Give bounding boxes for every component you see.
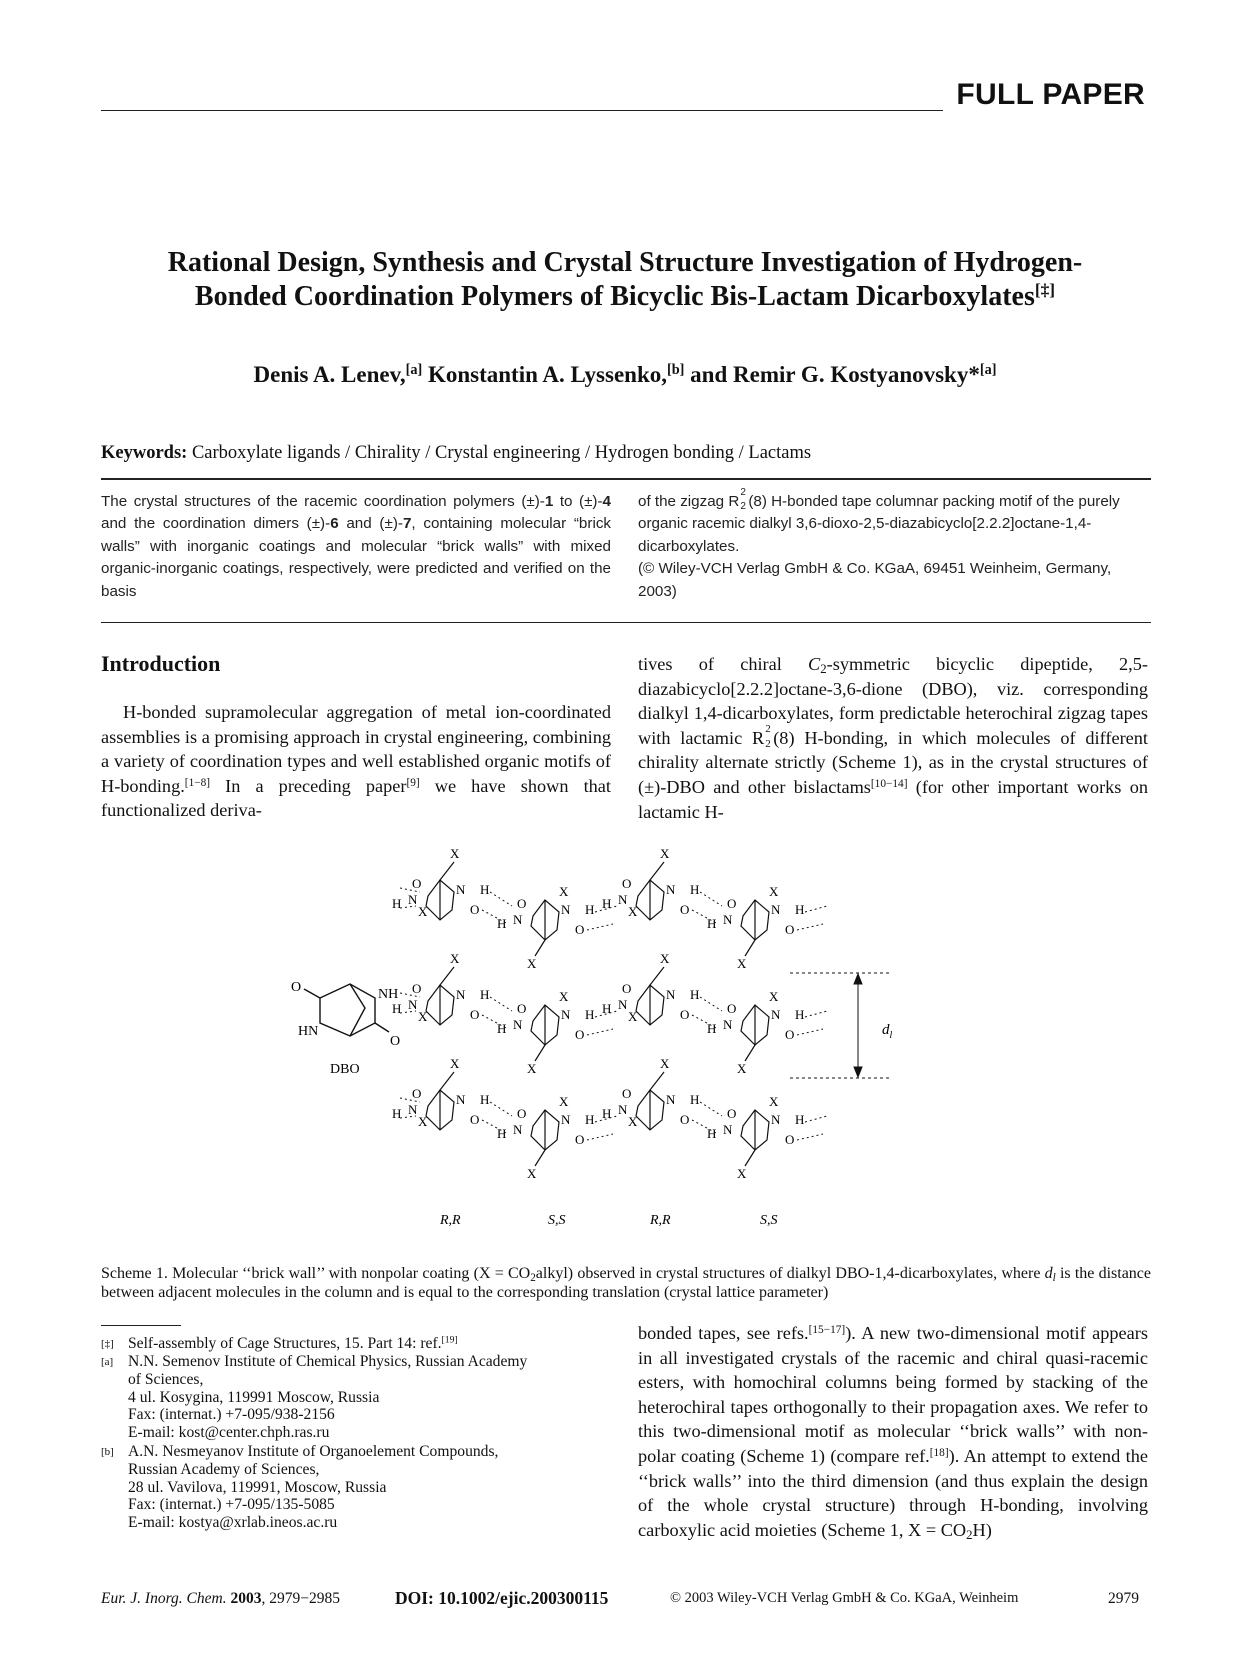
atom-h: H	[480, 1092, 490, 1107]
scheme-caption: Scheme 1. Molecular ‘‘brick wall’’ with nonpolar coating $(X = CO_2alkyl)$ observed in crystal structures of dialkyl DBO-1,4-dicarboxylates, where $d_l$ is the distance between adjacent molecules in the column and is equal to the corresponding translation (crystal lattice parameter)	[101, 1265, 1151, 1301]
dbo-unit-bond	[650, 967, 664, 985]
dbo-label: DBO	[330, 1062, 360, 1077]
atom-o: O	[517, 1001, 527, 1016]
author-list	[100, 362, 1150, 388]
atom-n: N	[666, 1092, 676, 1107]
atom-o: O	[575, 1027, 585, 1042]
atom-x: X	[769, 884, 779, 899]
atom-o: O	[470, 1112, 480, 1127]
atom-x: X	[418, 1114, 428, 1129]
h-bond	[490, 1102, 512, 1116]
h-bond	[797, 924, 823, 930]
atom-n: N	[561, 1007, 571, 1022]
atom-h: H	[392, 896, 402, 911]
motif-symbol: 2 2	[740, 487, 746, 512]
h-bond	[700, 997, 722, 1011]
footnote-rule	[101, 1325, 181, 1326]
author-affiliation: [a]	[979, 362, 997, 379]
atom-o: O	[785, 1132, 795, 1147]
dbo-unit-bond	[745, 1150, 755, 1166]
atom-n: N	[618, 892, 628, 907]
distance-marker	[790, 973, 890, 1078]
atom-n: N	[723, 912, 733, 927]
dbo-unit-bond	[535, 1150, 545, 1166]
author-name: Denis A. Lenev,	[253, 362, 406, 387]
keywords	[101, 443, 1151, 464]
atom-h: H	[707, 1021, 717, 1036]
atom-n: N	[561, 902, 571, 917]
atom-n: N	[618, 997, 628, 1012]
atom-h: H	[795, 1007, 805, 1022]
atom-h: H	[480, 882, 490, 897]
atom-x: X	[559, 1094, 569, 1109]
h-bond	[587, 924, 613, 930]
atom-h: H	[690, 1092, 700, 1107]
atom-n: N	[408, 1102, 418, 1117]
abstract-left-column: The crystal structures of the racemic coordination polymers (±)-1 to (±)-4 and the coordination dimers (±)-6 and (±)-7, containing molecular “brick walls” with inorganic coatings and molecular “brick walls” with mixed organic-inorganic coatings, respectively, were predicted and verified on the basis	[101, 493, 612, 600]
introduction-continued-paragraph: bonded tapes, see refs.[15−17]). A new two-dimensional motif appears in all investigated crystals of the racemic and chiral quasi-racemic esters, with homochiral columns being formed by stacking of the heterochiral tapes orthogonally to their propagation axes. We refer to this two-dimensional motif as molecular ‘‘brick walls’’ with non-polar coating (Scheme 1) (compare ref.[18]). An attempt to extend the ‘‘brick walls’’ into the third dimension (and thus explain the design of the whole crystal structure) through H-bonding, involving carboxylic acid moieties (Scheme 1, $X = CO_2H$)	[638, 1323, 1148, 1542]
atom-x: X	[737, 956, 747, 971]
citation: [9]	[406, 776, 420, 789]
atom-h: H	[392, 1106, 402, 1121]
author-affiliation: [a]	[405, 362, 423, 379]
atom-n: N	[408, 997, 418, 1012]
introduction-left-paragraph: H-bonded supramolecular aggregation of metal ion-coordinated assemblies is a promising approach in crystal engineering, combining a variety of coordination types and well established organic motifs of H-bonding.[1−8] In a preceding paper[9] we have shown that functionalized deriva-	[101, 702, 611, 821]
citation: [18]	[929, 1446, 949, 1459]
atom-n: N	[456, 882, 466, 897]
title-footnote-mark: [‡]	[1034, 280, 1056, 300]
abstract-right-column: of the zigzag R 2 2 (8) H-bonded tape columnar packing motif of the purely organic racemic dialkyl 3,6-dioxo-2,5-diazabicyclo[2.2.2]octane-1,4-dicarboxylates. (© Wiley-VCH Verlag GmbH & Co. KGaA, 69451 Weinheim, Germany, 2003)	[638, 487, 1120, 600]
atom-x: X	[628, 1114, 638, 1129]
page-number: 2979	[1108, 1590, 1139, 1607]
atom-o: O	[575, 922, 585, 937]
atom-h: H	[602, 1001, 612, 1016]
atom-n: N	[561, 1112, 571, 1127]
atom-n: N	[456, 1092, 466, 1107]
compound-ref: 7	[402, 515, 412, 533]
atom-h: H	[497, 916, 507, 931]
footer-doi: DOI: 10.1002/ejic.200300115	[395, 1588, 609, 1608]
abstract-text: , containing molecular “brick walls” with inorganic coatings and molecular “brick walls” with mixed organic-inorganic coatings, respectively, were predicted and verified on the basis	[101, 515, 612, 600]
atom-o: O	[517, 1106, 527, 1121]
author-conjunction: and	[690, 362, 728, 387]
atom-h: H	[795, 902, 805, 917]
motif-symbol: 2 2	[765, 722, 771, 750]
abstract-rule	[101, 622, 1151, 623]
atom-o: O	[727, 1106, 737, 1121]
atom-n: N	[771, 1007, 781, 1022]
title-line-1: Rational Design, Synthesis and Crystal Structure Investigation of Hydrogen-	[167, 247, 1083, 278]
keywords-label: Keywords:	[101, 443, 188, 463]
atom-x: X	[660, 951, 670, 966]
atom-h: H	[497, 1126, 507, 1141]
atom-h: H	[585, 902, 595, 917]
atom-x: X	[418, 1009, 428, 1024]
atom-n: N	[456, 987, 466, 1002]
title-line-2: Bonded Coordination Polymers of Bicyclic Bis-Lactam Dicarboxylates[‡]	[194, 280, 1056, 312]
dbo-unit-bond	[535, 940, 545, 956]
author-name: Konstantin A. Lyssenko,	[427, 362, 667, 387]
atom-h: H	[707, 1126, 717, 1141]
atom-o: O	[727, 896, 737, 911]
atom-o: O	[575, 1132, 585, 1147]
atom-o: O	[622, 1086, 632, 1101]
atom-h: H	[480, 987, 490, 1002]
atom-n: N	[513, 912, 523, 927]
atom-o: O	[622, 876, 632, 891]
atom-h: H	[585, 1007, 595, 1022]
paper-title	[100, 246, 1150, 314]
atom-o: O	[785, 1027, 795, 1042]
dbo-atom-nh: NH	[378, 987, 399, 1002]
footer-journal: Eur. J. Inorg. Chem. 2003, 2979−2985	[101, 1590, 340, 1607]
compound-ref: 4	[602, 493, 611, 510]
atom-h: H	[795, 1112, 805, 1127]
h-bond	[490, 997, 512, 1011]
atom-h: H	[690, 882, 700, 897]
atom-x: X	[737, 1166, 747, 1181]
atom-o: O	[470, 902, 480, 917]
atom-x: X	[527, 1166, 537, 1181]
h-bond	[797, 1134, 823, 1140]
h-bond	[587, 1134, 613, 1140]
h-bond	[700, 1102, 722, 1116]
atom-h: H	[602, 1106, 612, 1121]
abstract-copyright: (© Wiley-VCH Verlag GmbH & Co. KGaA, 69451 Weinheim, Germany, 2003)	[638, 560, 1112, 600]
h-bonded-tapes	[392, 848, 827, 1181]
dbo-unit-bond	[535, 1045, 545, 1061]
footer-copyright: © 2003 Wiley-VCH Verlag GmbH & Co. KGaA, Weinheim	[670, 1590, 1019, 1606]
atom-x: X	[527, 956, 537, 971]
citation: [1−8]	[184, 776, 211, 789]
atom-h: H	[707, 916, 717, 931]
keywords-rule	[101, 478, 1151, 480]
atom-o: O	[470, 1007, 480, 1022]
atom-h: H	[602, 896, 612, 911]
atom-o: O	[785, 922, 795, 937]
dbo-atom-o: O	[390, 1034, 401, 1049]
header-rule	[101, 110, 943, 111]
atom-x: X	[527, 1061, 537, 1076]
h-bond	[587, 1029, 613, 1035]
compound-ref: 1	[544, 493, 554, 510]
atom-n: N	[513, 1017, 523, 1032]
atom-o: O	[680, 1007, 690, 1022]
atom-x: X	[660, 1056, 670, 1071]
dbo-atom-hn: HN	[298, 1024, 319, 1039]
h-bond	[797, 1029, 823, 1035]
atom-x: X	[450, 951, 460, 966]
introduction-right-paragraph: tives of chiral $C_2$-symmetric bicyclic dipeptide, 2,5-diazabicyclo[2.2.2]octane-3,6-dione (DBO), viz. corresponding dialkyl 1,4-dicarboxylates, form predictable heterochiral zigzag tapes with lactamic R 2 2 (8) H-bonding, in which molecules of different chirality alternate strictly (Scheme 1), as in the crystal structures of (±)-DBO and other bislactams[10−14] (for other important works on lactamic H-	[638, 654, 1148, 822]
atom-o: O	[517, 896, 527, 911]
atom-n: N	[618, 1102, 628, 1117]
dbo-unit-bond	[440, 862, 454, 880]
atom-x: X	[559, 989, 569, 1004]
distance-label: $d_l$	[882, 1022, 893, 1041]
dbo-unit-bond	[745, 1045, 755, 1061]
dbo-unit-bond	[745, 940, 755, 956]
dbo-atom-o: O	[291, 980, 302, 995]
dbo-unit-bond	[440, 1072, 454, 1090]
scheme-1-figure	[290, 848, 950, 1238]
atom-n: N	[666, 987, 676, 1002]
citation: [10−14]	[870, 777, 908, 790]
atom-n: N	[723, 1017, 733, 1032]
compound-ref: 6	[330, 515, 339, 533]
atom-x: X	[628, 904, 638, 919]
chirality-label: R,R	[650, 1213, 671, 1228]
author-affiliation: [b]	[667, 362, 685, 379]
atom-x: X	[628, 1009, 638, 1024]
atom-x: X	[450, 848, 460, 861]
section-heading-introduction: Introduction	[101, 651, 221, 676]
dbo-unit-bond	[650, 1072, 664, 1090]
atom-o: O	[412, 876, 422, 891]
atom-o: O	[622, 981, 632, 996]
h-bond	[700, 892, 722, 906]
atom-h: H	[585, 1112, 595, 1127]
atom-n: N	[513, 1122, 523, 1137]
atom-x: X	[418, 904, 428, 919]
chirality-label: S,S	[548, 1213, 566, 1228]
atom-n: N	[771, 902, 781, 917]
atom-o: O	[680, 1112, 690, 1127]
atom-o: O	[680, 902, 690, 917]
atom-n: N	[666, 882, 676, 897]
author-name: Remir G. Kostyanovsky*	[733, 362, 980, 387]
atom-n: N	[723, 1122, 733, 1137]
citation: [15−17]	[808, 1323, 846, 1336]
atom-n: N	[771, 1112, 781, 1127]
abstract-text: of the zigzag R	[638, 493, 740, 510]
atom-x: X	[660, 848, 670, 861]
h-bond	[490, 892, 512, 906]
dbo-unit-bond	[440, 967, 454, 985]
atom-o: O	[412, 1086, 422, 1101]
h-bond	[805, 1116, 827, 1122]
atom-x: X	[769, 989, 779, 1004]
atom-n: N	[408, 892, 418, 907]
atom-o: O	[727, 1001, 737, 1016]
section-label: FULL PAPER	[956, 78, 1145, 111]
atom-h: H	[392, 1001, 402, 1016]
atom-x: X	[769, 1094, 779, 1109]
atom-h: H	[690, 987, 700, 1002]
h-bond	[805, 1011, 827, 1017]
atom-x: X	[737, 1061, 747, 1076]
chirality-label: R,R	[440, 1213, 461, 1228]
chirality-label: S,S	[760, 1213, 778, 1228]
keywords-text: Carboxylate ligands / Chirality / Crystal engineering / Hydrogen bonding / Lactams	[191, 443, 812, 463]
atom-h: H	[497, 1021, 507, 1036]
dbo-unit-bond	[650, 862, 664, 880]
atom-x: X	[559, 884, 569, 899]
atom-x: X	[450, 1056, 460, 1071]
h-bond	[805, 906, 827, 912]
atom-o: O	[412, 981, 422, 996]
